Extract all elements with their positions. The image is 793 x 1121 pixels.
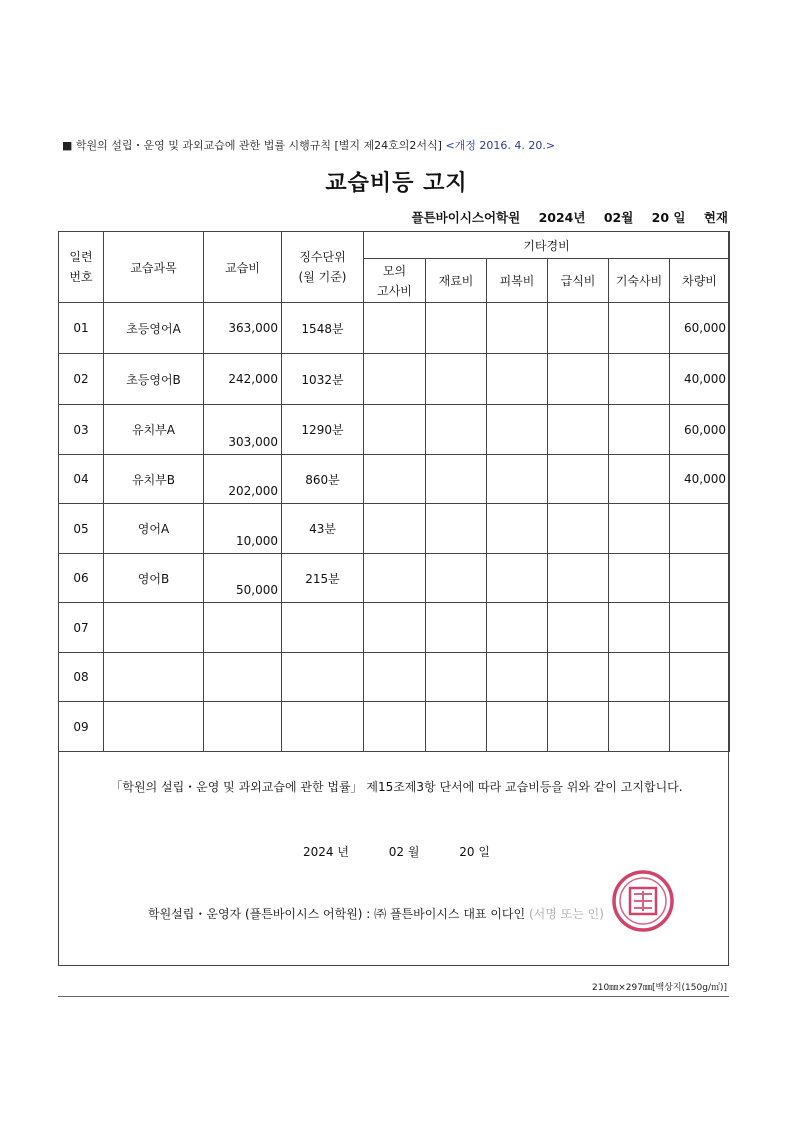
row-no: 08 bbox=[59, 653, 104, 702]
row-unit: 215분 bbox=[282, 554, 364, 603]
row-vehicle bbox=[670, 702, 730, 752]
legal-reference bbox=[62, 137, 555, 153]
row-dorm bbox=[609, 354, 670, 405]
table-row bbox=[59, 455, 730, 504]
row-mock-exam bbox=[364, 554, 426, 603]
header-fee: 교습비 bbox=[204, 232, 282, 303]
header-unit-line1: 징수단위 bbox=[299, 250, 346, 264]
row-fee: 363,000 bbox=[204, 303, 282, 354]
row-material bbox=[426, 455, 487, 504]
row-material bbox=[426, 603, 487, 653]
row-meal bbox=[548, 702, 609, 752]
row-clothing bbox=[487, 354, 548, 405]
row-mock-exam bbox=[364, 455, 426, 504]
row-no: 02 bbox=[59, 354, 104, 405]
row-unit: 1032분 bbox=[282, 354, 364, 405]
header-material: 재료비 bbox=[426, 259, 487, 303]
footer-divider bbox=[58, 996, 729, 997]
as-of-label: 현재 bbox=[703, 210, 728, 225]
row-vehicle bbox=[670, 603, 730, 653]
declaration-text: 「학원의 설립・운영 및 과외교습에 관한 법률」 제15조제3항 단서에 따라 교습비등을 위와 같이 고지합니다. bbox=[110, 780, 683, 794]
row-vehicle bbox=[670, 653, 730, 702]
issue-month: 02 월 bbox=[388, 845, 420, 859]
row-meal bbox=[548, 354, 609, 405]
as-of-line bbox=[412, 208, 728, 226]
header-serial-no-line2: 번호 bbox=[69, 270, 93, 284]
row-meal bbox=[548, 653, 609, 702]
operator-text: 학원설립・운영자 (플튼바이시스 어학원) : ㈜ 플튼바이시스 대표 이다인 bbox=[148, 907, 526, 921]
row-subject: 초등영어B bbox=[104, 354, 204, 405]
header-mock-exam bbox=[364, 259, 426, 303]
header-mock-exam-line2: 고사비 bbox=[377, 283, 412, 298]
signature-line bbox=[148, 905, 604, 922]
page-title: 교습비등 고지 bbox=[325, 171, 468, 196]
fee-table bbox=[58, 231, 730, 752]
row-mock-exam bbox=[364, 405, 426, 455]
row-subject: 초등영어A bbox=[104, 303, 204, 354]
header-unit bbox=[282, 232, 364, 303]
row-unit: 860분 bbox=[282, 455, 364, 504]
row-clothing bbox=[487, 504, 548, 554]
row-no: 01 bbox=[59, 303, 104, 354]
row-subject: 영어A bbox=[104, 504, 204, 554]
table-row bbox=[59, 603, 730, 653]
header-serial-no-line1: 일련 bbox=[69, 250, 93, 264]
row-no: 05 bbox=[59, 504, 104, 554]
row-mock-exam bbox=[364, 702, 426, 752]
row-dorm bbox=[609, 702, 670, 752]
row-unit: 1548분 bbox=[282, 303, 364, 354]
row-dorm bbox=[609, 554, 670, 603]
row-clothing bbox=[487, 554, 548, 603]
row-dorm bbox=[609, 405, 670, 455]
as-of-day: 20 일 bbox=[651, 210, 686, 225]
table-row bbox=[59, 303, 730, 354]
row-vehicle: 40,000 bbox=[670, 455, 730, 504]
row-meal bbox=[548, 455, 609, 504]
row-clothing bbox=[487, 455, 548, 504]
as-of-year: 2024년 bbox=[538, 210, 586, 225]
header-mock-exam-line1: 모의 bbox=[382, 263, 407, 278]
header-unit-line2: (월 기준) bbox=[298, 270, 347, 284]
sign-placeholder: (서명 또는 인) bbox=[528, 907, 604, 921]
row-mock-exam bbox=[364, 303, 426, 354]
row-no: 04 bbox=[59, 455, 104, 504]
row-subject bbox=[104, 653, 204, 702]
row-meal bbox=[548, 603, 609, 653]
official-seal-stamp bbox=[611, 869, 675, 933]
issue-date bbox=[0, 843, 793, 860]
row-unit: 43분 bbox=[282, 504, 364, 554]
header-clothing: 피복비 bbox=[487, 259, 548, 303]
row-subject: 영어B bbox=[104, 554, 204, 603]
row-clothing bbox=[487, 653, 548, 702]
row-subject bbox=[104, 702, 204, 752]
issue-day: 20 일 bbox=[459, 845, 490, 859]
table-row bbox=[59, 702, 730, 752]
row-meal bbox=[548, 405, 609, 455]
row-fee bbox=[204, 653, 282, 702]
row-dorm bbox=[609, 504, 670, 554]
row-no: 06 bbox=[59, 554, 104, 603]
row-subject bbox=[104, 603, 204, 653]
row-fee: 202,000 bbox=[204, 455, 282, 504]
row-no: 07 bbox=[59, 603, 104, 653]
paper-spec: 210㎜×297㎜[백상지(150g/㎡)] bbox=[592, 983, 727, 993]
row-subject: 유치부B bbox=[104, 455, 204, 504]
row-clothing bbox=[487, 603, 548, 653]
row-vehicle: 60,000 bbox=[670, 405, 730, 455]
row-clothing bbox=[487, 702, 548, 752]
row-mock-exam bbox=[364, 504, 426, 554]
header-dorm: 기숙사비 bbox=[609, 259, 670, 303]
row-vehicle bbox=[670, 504, 730, 554]
header-other-expenses: 기타경비 bbox=[364, 232, 730, 259]
row-no: 03 bbox=[59, 405, 104, 455]
row-material bbox=[426, 354, 487, 405]
header-subject: 교습과목 bbox=[104, 232, 204, 303]
row-unit bbox=[282, 702, 364, 752]
header-serial-no bbox=[59, 232, 104, 303]
row-mock-exam bbox=[364, 354, 426, 405]
table-row bbox=[59, 554, 730, 603]
row-material bbox=[426, 504, 487, 554]
revision-date: <개정 2016. 4. 20.> bbox=[445, 139, 556, 152]
row-vehicle: 40,000 bbox=[670, 354, 730, 405]
legal-reference-text: ■ 학원의 설립・운영 및 과외교습에 관한 법률 시행규칙 [별지 제24호의2서식] bbox=[62, 139, 442, 152]
table-row bbox=[59, 354, 730, 405]
row-vehicle bbox=[670, 554, 730, 603]
row-fee: 10,000 bbox=[204, 504, 282, 554]
row-fee bbox=[204, 603, 282, 653]
row-dorm bbox=[609, 303, 670, 354]
table-row bbox=[59, 653, 730, 702]
row-fee: 50,000 bbox=[204, 554, 282, 603]
row-clothing bbox=[487, 405, 548, 455]
header-meal: 급식비 bbox=[548, 259, 609, 303]
row-mock-exam bbox=[364, 603, 426, 653]
row-mock-exam bbox=[364, 653, 426, 702]
row-vehicle: 60,000 bbox=[670, 303, 730, 354]
row-material bbox=[426, 554, 487, 603]
academy-name: 플튼바이시스어학원 bbox=[411, 210, 521, 225]
row-dorm bbox=[609, 603, 670, 653]
row-dorm bbox=[609, 653, 670, 702]
row-material bbox=[426, 405, 487, 455]
row-material bbox=[426, 303, 487, 354]
row-fee: 242,000 bbox=[204, 354, 282, 405]
row-fee bbox=[204, 702, 282, 752]
row-meal bbox=[548, 303, 609, 354]
row-material bbox=[426, 653, 487, 702]
header-vehicle: 차량비 bbox=[670, 259, 730, 303]
table-row bbox=[59, 405, 730, 455]
row-subject: 유치부A bbox=[104, 405, 204, 455]
row-dorm bbox=[609, 455, 670, 504]
row-meal bbox=[548, 554, 609, 603]
as-of-month: 02월 bbox=[603, 210, 634, 225]
issue-year: 2024 년 bbox=[303, 845, 349, 859]
row-unit: 1290분 bbox=[282, 405, 364, 455]
row-unit bbox=[282, 603, 364, 653]
row-material bbox=[426, 702, 487, 752]
row-unit bbox=[282, 653, 364, 702]
row-no: 09 bbox=[59, 702, 104, 752]
row-fee: 303,000 bbox=[204, 405, 282, 455]
table-row bbox=[59, 504, 730, 554]
row-meal bbox=[548, 504, 609, 554]
row-clothing bbox=[487, 303, 548, 354]
